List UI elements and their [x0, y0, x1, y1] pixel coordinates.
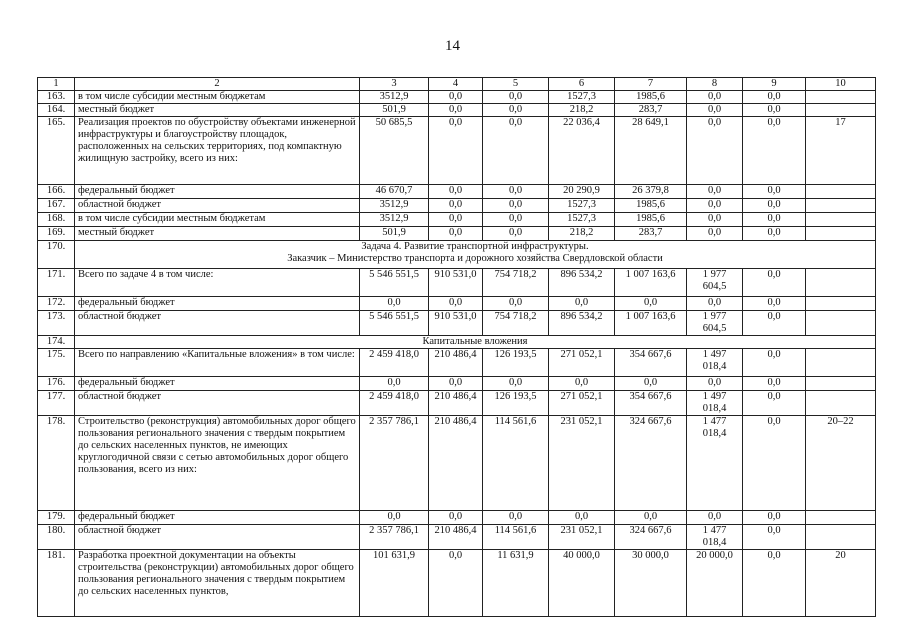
value-col-9: 0,0: [743, 227, 806, 241]
value-col-6: 271 052,1: [549, 349, 615, 377]
value-total: 5 546 551,5: [360, 269, 429, 297]
value-total: 5 546 551,5: [360, 311, 429, 336]
row-description: Строительство (реконструкция) автомобильных дорог общего пользования регионального значения с твердым покрытием до сельских населенных пунктов, не имеющих круглогодичной связи с сетью автомобильных дорог общего пользования, всего из них:: [75, 416, 360, 511]
row-number: 170.: [38, 241, 75, 269]
table-header-row: [38, 78, 876, 91]
value-col-5: 126 193,5: [483, 349, 549, 377]
column-header: 6: [549, 78, 615, 91]
value-col-10: 20–22: [806, 416, 876, 511]
table-row: [38, 311, 876, 336]
row-description: областной бюджет: [75, 199, 360, 213]
value-col-9: 0,0: [743, 269, 806, 297]
value-col-6: 271 052,1: [549, 391, 615, 416]
row-description: Реализация проектов по обустройству объектами инженерной инфраструктуры и благоустройству площадок, расположенных на сельских территориях, под компактную жилищную застройку, всего из них:: [75, 117, 360, 185]
column-header: 3: [360, 78, 429, 91]
value-total: 101 631,9: [360, 550, 429, 617]
value-col-6: 1527,3: [549, 199, 615, 213]
value-col-6: 0,0: [549, 297, 615, 311]
value-col-7: 283,7: [615, 104, 687, 117]
value-col-7: 28 649,1: [615, 117, 687, 185]
value-col-5: 114 561,6: [483, 416, 549, 511]
value-total: 46 670,7: [360, 185, 429, 199]
value-col-5: 0,0: [483, 227, 549, 241]
value-col-10: [806, 104, 876, 117]
value-col-7: 1985,6: [615, 199, 687, 213]
value-col-5: 0,0: [483, 104, 549, 117]
value-total: 0,0: [360, 377, 429, 391]
value-col-4: 0,0: [429, 104, 483, 117]
value-col-6: 22 036,4: [549, 117, 615, 185]
column-header: 7: [615, 78, 687, 91]
column-header: 9: [743, 78, 806, 91]
value-col-10: 20: [806, 550, 876, 617]
value-total: 501,9: [360, 227, 429, 241]
value-col-9: 0,0: [743, 525, 806, 550]
value-col-8: 1 977 604,5: [687, 269, 743, 297]
value-col-5: 126 193,5: [483, 391, 549, 416]
value-col-6: 218,2: [549, 104, 615, 117]
value-col-4: 0,0: [429, 550, 483, 617]
value-col-6: 20 290,9: [549, 185, 615, 199]
row-number: 165.: [38, 117, 75, 185]
value-col-4: 910 531,0: [429, 269, 483, 297]
value-col-8: 1 977 604,5: [687, 311, 743, 336]
value-col-5: 0,0: [483, 511, 549, 525]
value-col-5: 114 561,6: [483, 525, 549, 550]
table-row: [38, 117, 876, 185]
value-col-8: 1 477 018,4: [687, 525, 743, 550]
section-customer: Заказчик – Министерство транспорта и дорожного хозяйства Свердловской области: [287, 253, 663, 264]
column-header: 2: [75, 78, 360, 91]
table-row: [38, 511, 876, 525]
value-col-6: 0,0: [549, 377, 615, 391]
table-row: [38, 377, 876, 391]
value-col-4: 0,0: [429, 117, 483, 185]
table-row: [38, 416, 876, 511]
value-col-9: 0,0: [743, 416, 806, 511]
value-col-10: 17: [806, 117, 876, 185]
value-col-9: 0,0: [743, 117, 806, 185]
row-description: федеральный бюджет: [75, 297, 360, 311]
value-total: 3512,9: [360, 199, 429, 213]
table-row: [38, 91, 876, 104]
value-total: 3512,9: [360, 213, 429, 227]
value-col-5: 754 718,2: [483, 311, 549, 336]
value-col-7: 354 667,6: [615, 349, 687, 377]
row-description: федеральный бюджет: [75, 511, 360, 525]
table-row: [38, 391, 876, 416]
row-description: федеральный бюджет: [75, 185, 360, 199]
value-col-5: 0,0: [483, 117, 549, 185]
value-col-10: [806, 525, 876, 550]
value-col-8: 20 000,0: [687, 550, 743, 617]
row-number: 163.: [38, 91, 75, 104]
column-header: 1: [38, 78, 75, 91]
table-row: [38, 349, 876, 377]
table-row: [38, 525, 876, 550]
value-col-10: [806, 227, 876, 241]
value-col-8: 0,0: [687, 377, 743, 391]
value-col-6: 1527,3: [549, 91, 615, 104]
value-col-10: [806, 377, 876, 391]
value-col-4: 210 486,4: [429, 416, 483, 511]
value-total: 0,0: [360, 511, 429, 525]
value-col-6: 896 534,2: [549, 269, 615, 297]
value-col-6: 0,0: [549, 511, 615, 525]
value-col-8: 1 497 018,4: [687, 391, 743, 416]
row-description: федеральный бюджет: [75, 377, 360, 391]
value-col-4: 0,0: [429, 213, 483, 227]
section-heading: [75, 241, 876, 269]
value-col-7: 1985,6: [615, 213, 687, 227]
value-col-10: [806, 269, 876, 297]
value-col-8: 0,0: [687, 511, 743, 525]
value-col-4: 0,0: [429, 185, 483, 199]
value-col-6: 231 052,1: [549, 416, 615, 511]
value-col-7: 30 000,0: [615, 550, 687, 617]
value-col-4: 0,0: [429, 511, 483, 525]
value-total: 50 685,5: [360, 117, 429, 185]
value-col-8: 0,0: [687, 227, 743, 241]
value-col-4: 210 486,4: [429, 525, 483, 550]
value-col-5: 0,0: [483, 199, 549, 213]
row-description: местный бюджет: [75, 104, 360, 117]
value-col-5: 11 631,9: [483, 550, 549, 617]
value-col-7: 324 667,6: [615, 416, 687, 511]
value-col-10: [806, 349, 876, 377]
value-col-7: 0,0: [615, 511, 687, 525]
value-col-9: 0,0: [743, 511, 806, 525]
value-col-6: 40 000,0: [549, 550, 615, 617]
row-number: 167.: [38, 199, 75, 213]
page-number: 14: [445, 38, 460, 54]
row-description: Всего по направлению «Капитальные вложения» в том числе:: [75, 349, 360, 377]
table-row: [38, 269, 876, 297]
row-number: 171.: [38, 269, 75, 297]
value-col-10: [806, 185, 876, 199]
value-col-7: 283,7: [615, 227, 687, 241]
value-total: 2 357 786,1: [360, 416, 429, 511]
value-col-7: 0,0: [615, 377, 687, 391]
column-header: 10: [806, 78, 876, 91]
value-col-7: 354 667,6: [615, 391, 687, 416]
value-col-6: 896 534,2: [549, 311, 615, 336]
value-col-4: 910 531,0: [429, 311, 483, 336]
row-number: 164.: [38, 104, 75, 117]
value-total: 2 357 786,1: [360, 525, 429, 550]
row-description: Разработка проектной документации на объекты строительства (реконструкции) автомобильных дорог общего пользования регионального значения с твердым покрытием до сельских населенных пунктов,: [75, 550, 360, 617]
value-col-6: 231 052,1: [549, 525, 615, 550]
value-col-10: [806, 511, 876, 525]
value-col-7: 1 007 163,6: [615, 311, 687, 336]
table-row: [38, 104, 876, 117]
value-col-8: 0,0: [687, 91, 743, 104]
row-number: 178.: [38, 416, 75, 511]
value-col-4: 0,0: [429, 227, 483, 241]
value-col-5: 754 718,2: [483, 269, 549, 297]
value-col-8: 0,0: [687, 185, 743, 199]
value-col-8: 0,0: [687, 117, 743, 185]
value-col-8: 0,0: [687, 104, 743, 117]
value-col-6: 218,2: [549, 227, 615, 241]
value-col-9: 0,0: [743, 91, 806, 104]
column-header: 5: [483, 78, 549, 91]
value-col-8: 0,0: [687, 213, 743, 227]
table-row: [38, 550, 876, 617]
row-number: 175.: [38, 349, 75, 377]
row-description: местный бюджет: [75, 227, 360, 241]
value-col-10: [806, 391, 876, 416]
table-row: [38, 297, 876, 311]
row-description: областной бюджет: [75, 525, 360, 550]
table-row: [38, 199, 876, 213]
value-total: 0,0: [360, 297, 429, 311]
value-col-7: 1985,6: [615, 91, 687, 104]
column-header: 8: [687, 78, 743, 91]
section-heading: Капитальные вложения: [75, 336, 876, 349]
value-col-4: 0,0: [429, 297, 483, 311]
section-row-capital: [38, 336, 876, 349]
value-col-8: 0,0: [687, 199, 743, 213]
value-col-5: 0,0: [483, 213, 549, 227]
value-col-9: 0,0: [743, 391, 806, 416]
row-number: 168.: [38, 213, 75, 227]
budget-table: [37, 77, 876, 617]
value-col-5: 0,0: [483, 377, 549, 391]
value-col-8: 0,0: [687, 297, 743, 311]
row-number: 179.: [38, 511, 75, 525]
column-header: 4: [429, 78, 483, 91]
value-col-7: 26 379,8: [615, 185, 687, 199]
value-col-7: 0,0: [615, 297, 687, 311]
table-row: [38, 227, 876, 241]
row-description: областной бюджет: [75, 391, 360, 416]
value-col-10: [806, 213, 876, 227]
value-col-9: 0,0: [743, 311, 806, 336]
value-col-6: 1527,3: [549, 213, 615, 227]
value-col-5: 0,0: [483, 91, 549, 104]
value-col-4: 0,0: [429, 199, 483, 213]
row-number: 169.: [38, 227, 75, 241]
value-col-4: 0,0: [429, 91, 483, 104]
value-col-9: 0,0: [743, 550, 806, 617]
value-col-4: 0,0: [429, 377, 483, 391]
value-col-9: 0,0: [743, 297, 806, 311]
value-col-5: 0,0: [483, 185, 549, 199]
value-col-7: 324 667,6: [615, 525, 687, 550]
row-number: 172.: [38, 297, 75, 311]
value-total: 3512,9: [360, 91, 429, 104]
row-number: 177.: [38, 391, 75, 416]
row-number: 181.: [38, 550, 75, 617]
value-col-9: 0,0: [743, 185, 806, 199]
value-col-4: 210 486,4: [429, 349, 483, 377]
value-col-7: 1 007 163,6: [615, 269, 687, 297]
value-col-10: [806, 297, 876, 311]
value-total: 501,9: [360, 104, 429, 117]
value-col-8: 1 477 018,4: [687, 416, 743, 511]
value-col-9: 0,0: [743, 213, 806, 227]
value-col-10: [806, 311, 876, 336]
row-description: Всего по задаче 4 в том числе:: [75, 269, 360, 297]
value-col-8: 1 497 018,4: [687, 349, 743, 377]
value-col-4: 210 486,4: [429, 391, 483, 416]
row-number: 180.: [38, 525, 75, 550]
value-col-9: 0,0: [743, 199, 806, 213]
row-number: 174.: [38, 336, 75, 349]
table-row: [38, 185, 876, 199]
value-col-9: 0,0: [743, 377, 806, 391]
row-description: в том числе субсидии местным бюджетам: [75, 91, 360, 104]
value-col-9: 0,0: [743, 349, 806, 377]
row-number: 176.: [38, 377, 75, 391]
value-col-10: [806, 91, 876, 104]
value-col-10: [806, 199, 876, 213]
value-total: 2 459 418,0: [360, 391, 429, 416]
row-description: в том числе субсидии местным бюджетам: [75, 213, 360, 227]
value-total: 2 459 418,0: [360, 349, 429, 377]
section-row-task-4: [38, 241, 876, 269]
value-col-5: 0,0: [483, 297, 549, 311]
value-col-9: 0,0: [743, 104, 806, 117]
table-row: [38, 213, 876, 227]
section-title: Задача 4. Развитие транспортной инфраструктуры.: [361, 241, 589, 252]
row-number: 166.: [38, 185, 75, 199]
row-number: 173.: [38, 311, 75, 336]
row-description: областной бюджет: [75, 311, 360, 336]
